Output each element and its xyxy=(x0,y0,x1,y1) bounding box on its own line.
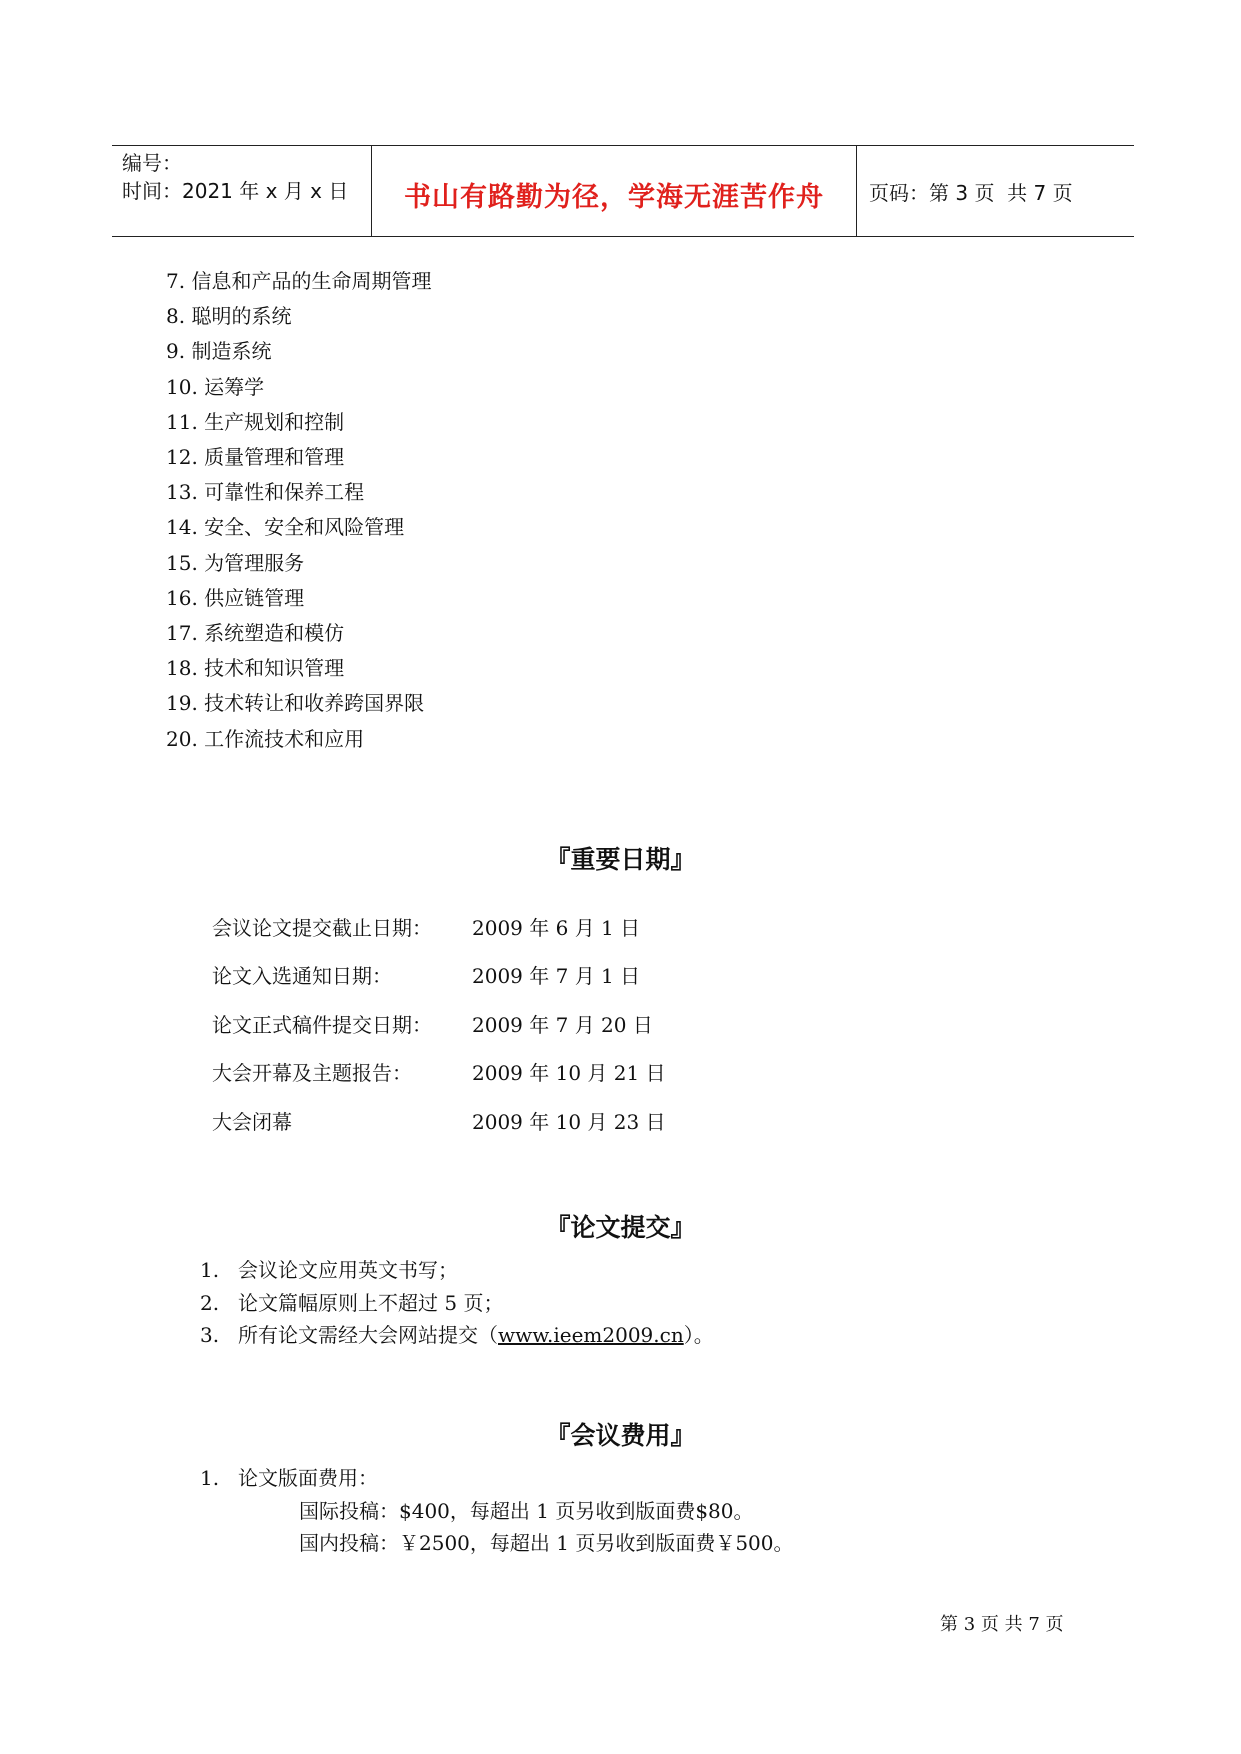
list-item: 16. 供应链管理 xyxy=(166,585,305,610)
submission-list xyxy=(200,1254,714,1352)
item-text: 论文版面费用： xyxy=(238,1466,378,1490)
page-header xyxy=(112,145,1134,237)
date-value: 2009 年 10 月 21 日 xyxy=(472,1061,666,1086)
fees-title: 『会议费用』 xyxy=(545,1421,696,1450)
date-row xyxy=(212,1096,666,1145)
page-label: 页码：第 3 页 共 7 页 xyxy=(869,180,1073,205)
date-row xyxy=(212,902,666,951)
date-label: 大会闭幕 xyxy=(212,1109,292,1134)
list-item xyxy=(200,1254,714,1287)
list-item: 19. 技术转让和收养跨国界限 xyxy=(166,691,425,716)
list-item: 10. 运筹学 xyxy=(166,374,265,399)
list-item: 20. 工作流技术和应用 xyxy=(166,726,365,751)
date-label: 论文入选通知日期： xyxy=(212,964,392,989)
item-number: 2. xyxy=(200,1290,220,1315)
list-item: 13. 可靠性和保养工程 xyxy=(166,480,365,505)
list-item: 15. 为管理服务 xyxy=(166,550,305,575)
header-motto-cell xyxy=(372,146,857,236)
list-item xyxy=(200,1319,714,1352)
date-label: 大会开幕及主题报告： xyxy=(212,1061,412,1086)
header-meta xyxy=(112,146,372,236)
list-item: 17. 系统塑造和模仿 xyxy=(166,621,345,646)
important-dates-title: 『重要日期』 xyxy=(545,845,696,874)
item-text: 所有论文需经大会网站提交（ xyxy=(238,1323,498,1347)
fees-list xyxy=(200,1462,378,1495)
topic-list xyxy=(166,264,431,757)
important-dates-table xyxy=(212,902,666,1145)
page-footer: 第 3 页 共 7 页 xyxy=(940,1614,1064,1635)
list-item xyxy=(200,1287,714,1320)
list-item: 11. 生产规划和控制 xyxy=(166,409,345,434)
website-link[interactable]: www.ieem2009.cn xyxy=(498,1323,684,1347)
list-item: 9. 制造系统 xyxy=(166,339,272,364)
time-label: 时间：2021 年 x 月 x 日 xyxy=(122,179,349,203)
list-item: 7. 信息和产品的生命周期管理 xyxy=(166,269,432,293)
date-row xyxy=(212,951,666,1000)
header-page-cell xyxy=(857,146,1134,236)
date-row xyxy=(212,999,666,1048)
item-text: 会议论文应用英文书写； xyxy=(238,1258,458,1282)
item-number: 3. xyxy=(200,1323,220,1347)
item-number: 1. xyxy=(200,1258,220,1282)
date-row xyxy=(212,1048,666,1097)
list-item: 8. 聪明的系统 xyxy=(166,304,292,329)
list-item: 18. 技术和知识管理 xyxy=(166,656,345,681)
number-label: 编号： xyxy=(122,151,182,175)
date-value: 2009 年 10 月 23 日 xyxy=(472,1109,666,1134)
date-value: 2009 年 6 月 1 日 xyxy=(472,915,641,940)
date-value: 2009 年 7 月 20 日 xyxy=(472,1012,653,1037)
domestic-fee: 国内投稿：￥2500，每超出 1 页另收到版面费￥500。 xyxy=(299,1531,794,1555)
item-text: ）。 xyxy=(683,1323,714,1347)
item-number: 1. xyxy=(200,1466,220,1490)
international-fee: 国际投稿：$400，每超出 1 页另收到版面费$80。 xyxy=(299,1499,754,1523)
date-value: 2009 年 7 月 1 日 xyxy=(472,964,641,989)
list-item xyxy=(200,1462,378,1495)
date-label: 论文正式稿件提交日期： xyxy=(212,1012,432,1037)
list-item: 14. 安全、安全和风险管理 xyxy=(166,515,405,540)
list-item: 12. 质量管理和管理 xyxy=(166,445,345,470)
submission-title: 『论文提交』 xyxy=(545,1213,696,1242)
date-label: 会议论文提交截止日期： xyxy=(212,915,432,940)
item-text: 论文篇幅原则上不超过 5 页； xyxy=(238,1290,504,1315)
motto: 书山有路勤为径，学海无涯苦作舟 xyxy=(404,181,824,213)
